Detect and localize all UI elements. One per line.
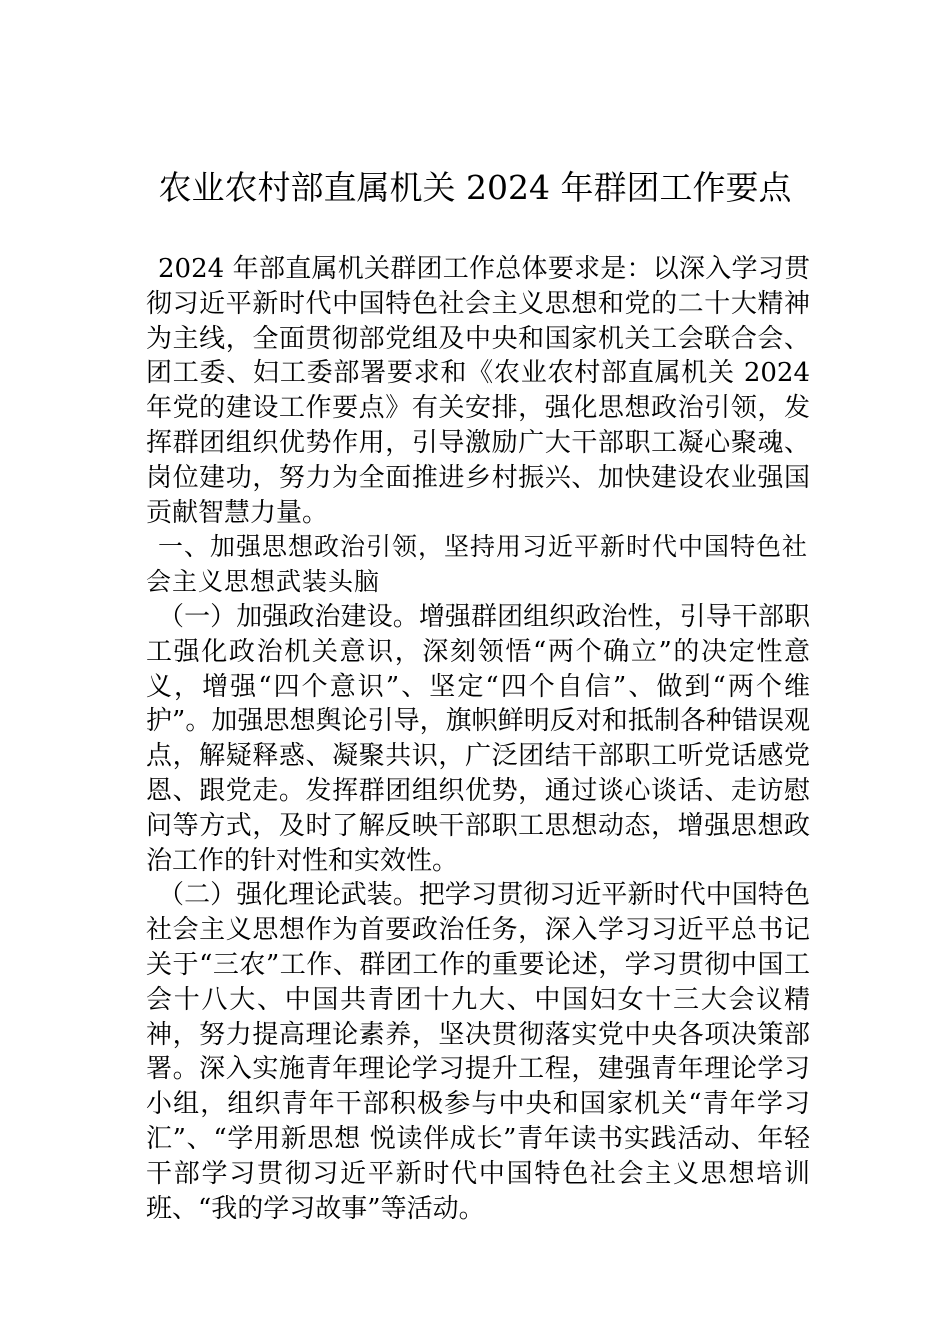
- section-heading-1: 一、加强思想政治引领，坚持用习近平新时代中国特色社会主义思想武装头脑: [146, 532, 809, 597]
- document-body: [146, 252, 810, 1226]
- item-paragraph-1: （一）加强政治建设。增强群团组织政治性，引导干部职工强化政治机关意识，深刻领悟“两个确立”的决定性意义，增强“四个意识”、坚定“四个自信”、做到“两个维护”。加强思想舆论引导，旗帜鲜明反对和抵制各种错误观点，解疑释惑、凝聚共识，广泛团结干部职工听党话感党恩、跟党走。发挥群团组织优势，通过谈心谈话、走访慰问等方式，及时了解反映干部职工思想动态，增强思想政治工作的针对性和实效性。: [146, 601, 810, 876]
- item-paragraph-2: （二）强化理论武装。把学习贯彻习近平新时代中国特色社会主义思想作为首要政治任务，深入学习习近平总书记关于“三农”工作、群团工作的重要论述，学习贯彻中国工会十八大、中国共青团十九大、中国妇女十三大会议精神，努力提高理论素养，坚决贯彻落实党中央各项决策部署。深入实施青年理论学习提升工程，建强青年理论学习小组，组织青年干部积极参与中央和国家机关“青年学习汇”、“学用新思想 悦读伴成长”青年读书实践活动、年轻干部学习贯彻习近平新时代中国特色社会主义思想培训班、“我的学习故事”等活动。: [146, 880, 810, 1224]
- document-title: 农业农村部直属机关 2024 年群团工作要点: [158, 168, 792, 207]
- intro-paragraph: 2024 年部直属机关群团工作总体要求是：以深入学习贯彻习近平新时代中国特色社会主义思想和党的二十大精神为主线，全面贯彻部党组及中央和国家机关工会联合会、团工委、妇工委部署要求和《农业农村部直属机关 2024 年党的建设工作要点》有关安排，强化思想政治引领，发挥群团组织优势作用，引导激励广大干部职工凝心聚魂、岗位建功，努力为全面推进乡村振兴、加快建设农业强国贡献智慧力量。: [146, 254, 810, 528]
